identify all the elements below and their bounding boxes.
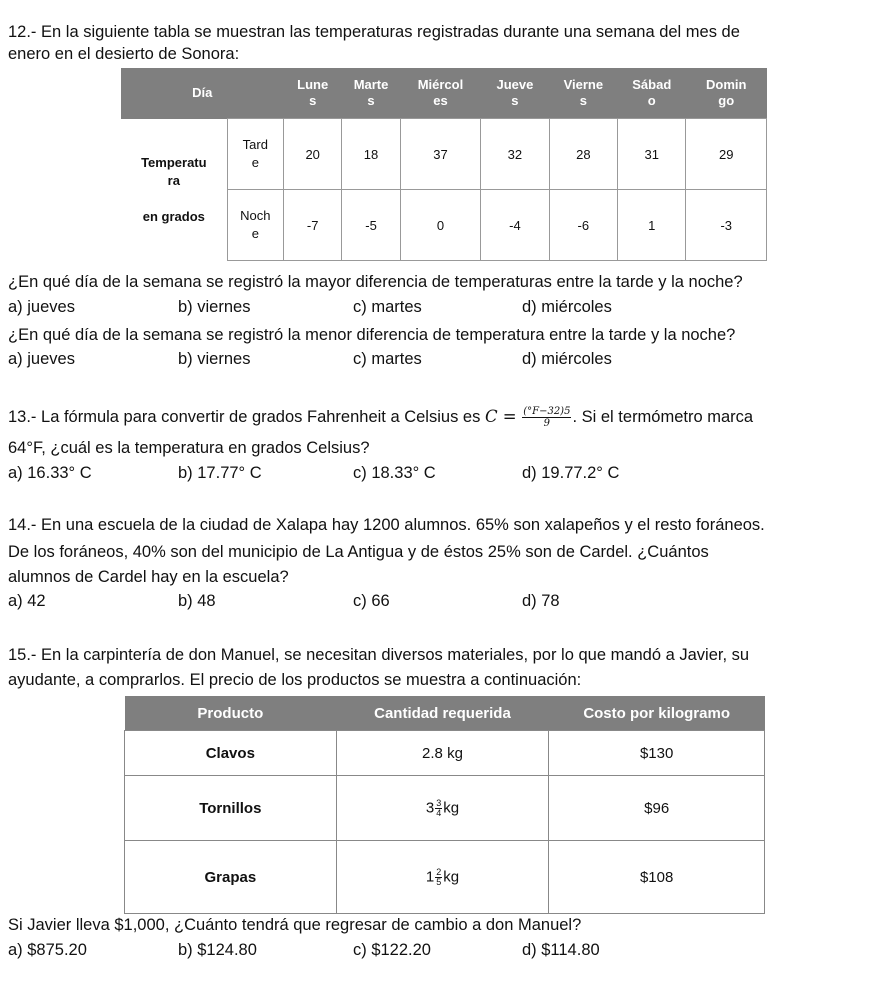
header-day-4: Jueve s <box>481 68 549 119</box>
qty-unit: kg <box>443 798 460 816</box>
products-header-row <box>125 696 765 731</box>
product-cost: $130 <box>549 731 765 776</box>
q13-option-d[interactable]: d) 19.77.2° C <box>522 464 620 482</box>
qty-integer: 1 <box>425 867 435 885</box>
q14-option-c[interactable]: c) 66 <box>353 592 390 610</box>
q12a-option-a[interactable]: a) jueves <box>8 298 75 316</box>
qty-fraction <box>435 799 442 818</box>
header-day-1: Lune s <box>284 68 342 119</box>
q12-question-b: ¿En qué día de la semana se registró la menor diferencia de temperatura entre la tarde y la noche? <box>8 326 736 344</box>
header-day-2: Marte s <box>342 68 400 119</box>
tarde-value: 31 <box>618 119 686 190</box>
qty-unit: kg <box>443 867 460 885</box>
q12b-option-a[interactable]: a) jueves <box>8 350 75 368</box>
q14-option-a[interactable]: a) 42 <box>8 592 46 610</box>
tarde-value: 20 <box>284 119 342 190</box>
q12-intro-line1: 12.- En la siguiente tabla se muestran las temperaturas registradas durante una semana del mes de <box>8 23 740 41</box>
qty-fraction <box>435 868 442 887</box>
q14-line3: alumnos de Cardel hay en la escuela? <box>8 568 289 586</box>
q13-option-c[interactable]: c) 18.33° C <box>353 464 436 482</box>
q12a-option-b[interactable]: b) viernes <box>178 298 251 316</box>
noche-value: -5 <box>342 190 400 261</box>
q15-option-a[interactable]: a) $875.20 <box>8 941 87 959</box>
q15-line1: 15.- En la carpintería de don Manuel, se necesitan diversos materiales, por lo que mandó a Javier, su <box>8 646 750 664</box>
tarde-label: Tard e <box>227 119 283 190</box>
q15-option-b[interactable]: b) $124.80 <box>178 941 257 959</box>
q13-text-after: . Si el termómetro marca <box>572 408 754 426</box>
products-table <box>124 696 765 914</box>
header-cost: Costo por kilogramo <box>549 696 765 731</box>
product-quantity <box>336 776 549 841</box>
row-label: Temperatu ra en grados <box>141 154 207 224</box>
q14-option-b[interactable]: b) 48 <box>178 592 216 610</box>
tarde-row <box>121 119 767 190</box>
product-name: Clavos <box>125 731 337 776</box>
noche-value: 0 <box>400 190 480 261</box>
formula-lhs: C = <box>484 407 517 426</box>
celsius-formula <box>522 406 571 429</box>
qty-numerator: 2 <box>436 866 442 877</box>
table-row <box>125 841 765 914</box>
q15-question: Si Javier lleva $1,000, ¿Cuánto tendrá que regresar de cambio a don Manuel? <box>8 916 582 934</box>
tarde-value: 32 <box>481 119 549 190</box>
qty-integer: 3 <box>425 798 435 816</box>
q13-line2: 64°F, ¿cuál es la temperatura en grados Celsius? <box>8 439 370 457</box>
header-day-3: Miércol es <box>400 68 480 119</box>
q15-line2: ayudante, a comprarlos. El precio de los productos se muestra a continuación: <box>8 671 582 689</box>
tarde-value: 37 <box>400 119 480 190</box>
formula-numerator: (°F−32)5 <box>523 406 571 418</box>
header-day-7: Domin go <box>686 68 767 119</box>
product-quantity <box>336 841 549 914</box>
formula-denominator: 9 <box>543 418 551 430</box>
q13-line1 <box>8 406 753 429</box>
noche-value: -4 <box>481 190 549 261</box>
q12-question-a: ¿En qué día de la semana se registró la mayor diferencia de temperaturas entre la tarde y la noche? <box>8 273 743 291</box>
q14-line1: 14.- En una escuela de la ciudad de Xalapa hay 1200 alumnos. 65% son xalapeños y el resto foráneos. <box>8 516 765 534</box>
temperature-header-row <box>121 68 767 119</box>
q13-option-a[interactable]: a) 16.33° C <box>8 464 92 482</box>
noche-value: -7 <box>284 190 342 261</box>
header-quantity: Cantidad requerida <box>336 696 549 731</box>
qty-denominator: 5 <box>436 876 442 887</box>
product-name: Grapas <box>125 841 337 914</box>
tarde-value: 29 <box>686 119 767 190</box>
header-day-5: Vierne s <box>549 68 617 119</box>
noche-value: -3 <box>686 190 767 261</box>
product-cost: $108 <box>549 841 765 914</box>
q12-intro-line2: enero en el desierto de Sonora: <box>8 45 240 63</box>
temperature-table <box>121 68 767 261</box>
q12b-option-b[interactable]: b) viernes <box>178 350 251 368</box>
product-cost: $96 <box>549 776 765 841</box>
q12b-option-c[interactable]: c) martes <box>353 350 422 368</box>
tarde-value: 18 <box>342 119 400 190</box>
header-product: Producto <box>125 696 337 731</box>
tarde-value: 28 <box>549 119 617 190</box>
q15-option-c[interactable]: c) $122.20 <box>353 941 431 959</box>
q15-option-d[interactable]: d) $114.80 <box>522 941 600 959</box>
product-name: Tornillos <box>125 776 337 841</box>
q13-text-before: 13.- La fórmula para convertir de grados Fahrenheit a Celsius es <box>8 408 481 426</box>
header-day: Día <box>121 68 284 119</box>
q12a-option-d[interactable]: d) miércoles <box>522 298 612 316</box>
product-quantity: 2.8 kg <box>336 731 549 776</box>
q14-line2: De los foráneos, 40% son del municipio de La Antigua y de éstos 25% son de Cardel. ¿Cuántos <box>8 543 709 561</box>
table-row <box>125 731 765 776</box>
q13-option-b[interactable]: b) 17.77° C <box>178 464 262 482</box>
q12b-option-d[interactable]: d) miércoles <box>522 350 612 368</box>
noche-value: -6 <box>549 190 617 261</box>
q12a-option-c[interactable]: c) martes <box>353 298 422 316</box>
noche-value: 1 <box>618 190 686 261</box>
table-row <box>125 776 765 841</box>
noche-label: Noch e <box>227 190 283 261</box>
qty-numerator: 3 <box>436 797 442 808</box>
qty-denominator: 4 <box>436 807 442 818</box>
q14-option-d[interactable]: d) 78 <box>522 592 560 610</box>
header-day-6: Sábad o <box>618 68 686 119</box>
